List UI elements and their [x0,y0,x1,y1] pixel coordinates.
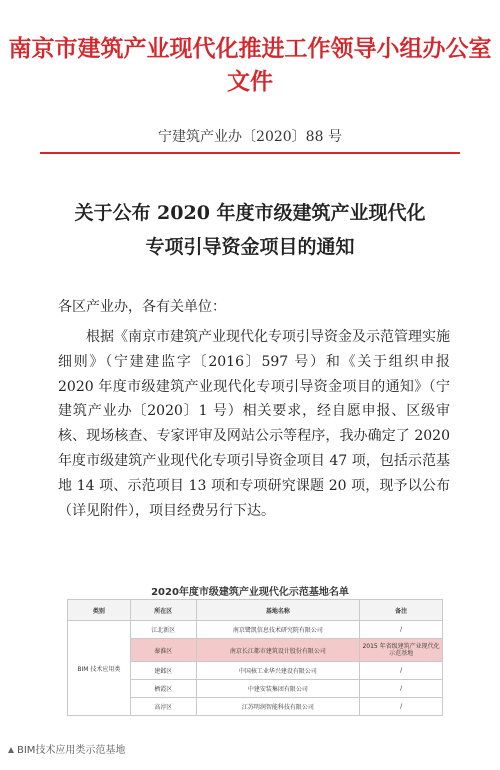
salutation: 各区产业办，各有关单位： [58,299,226,315]
category-cell: BIM 技术应用类 [68,621,131,716]
header-note: 备注 [360,600,443,621]
triangle-icon [8,747,14,753]
header-base-name: 基地名称 [196,600,360,621]
base-name-cell: 中建安装集团有限公司 [196,680,360,698]
note-cell: / [360,680,443,698]
table-header-row [68,600,443,621]
base-name-cell: 南京鹭凯信息技术研究院有限公司 [196,621,360,639]
district-cell: 栖霞区 [130,680,196,698]
base-name-cell: 南京长江都市建筑设计股份有限公司 [196,639,360,662]
district-cell: 秦淮区 [130,639,196,662]
header-category: 类别 [68,600,131,621]
base-list-table [67,599,443,716]
title-line-2: 专项引导资金项目的通知 [145,236,355,258]
body-paragraph: 根据《南京市建筑产业现代化专项引导资金及示范管理实施细则》（宁建建监字〔2016〕597 号）和《关于组织申报 2020 年度市级建筑产业现代化专项引导资金项目的通知》（宁建筑产业办〔2020〕1 号）相关要求，经自愿申报、区级审核、现场核查、专家评审及网站公示等程序，我办确定了 2020 年度市级建筑产业现代化专项引导资金项目 47 项，包括示范基地 14 项、示范项目 13 项和专项研究课题 20 项，现予以公布（详见附件），项目经费另行下达。 [58,329,450,519]
note-cell: / [360,621,443,639]
base-name-cell: 中国核工业华兴建设有限公司 [196,662,360,680]
document-number: 宁建筑产业办〔2020〕88 号 [158,129,342,145]
document-header: 南京市建筑产业现代化推进工作领导小组办公室文件 [8,35,492,95]
red-divider [40,152,460,154]
district-cell: 江北新区 [130,621,196,639]
header-district: 所在区 [130,600,196,621]
note-cell: / [360,662,443,680]
table-row [68,621,443,639]
table-title: 2020年度市级建筑产业现代化示范基地名单 [151,587,349,598]
image-caption [8,741,125,756]
note-cell: / [360,698,443,716]
base-name-cell: 江苏明润智能科技有限公司 [196,698,360,716]
title-line-1: 关于公布 2020 年度市级建筑产业现代化 [74,202,426,224]
caption-text: BIM技术应用类示范基地 [17,745,126,756]
note-cell: 2015 年省级建筑产业现代化示范基地 [360,639,443,662]
district-cell: 建邺区 [130,662,196,680]
district-cell: 高淳区 [130,698,196,716]
